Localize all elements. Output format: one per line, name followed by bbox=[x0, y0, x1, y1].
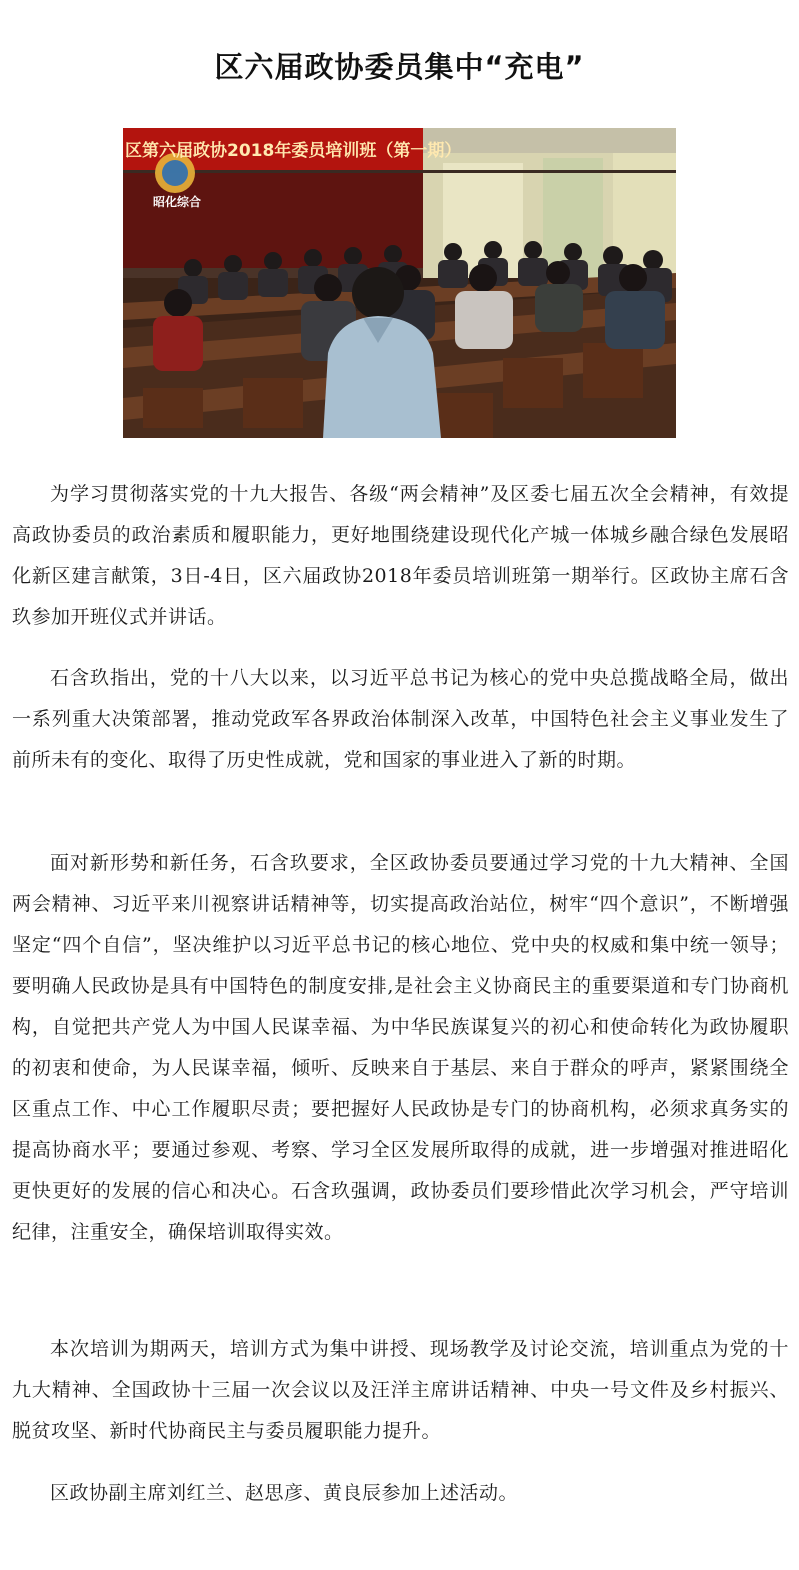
paragraph-2: 石含玖指出，党的十八大以来，以习近平总书记为核心的党中央总揽战略全局，做出一系列重大决策部署，推动党政军各界政治体制深入改革，中国特色社会主义事业发生了前所未有的变化、取得了历史性成就，党和国家的事业进入了新的时期。 bbox=[12, 667, 789, 771]
paragraph-3: 面对新形势和新任务，石含玖要求，全区政协委员要通过学习党的十九大精神、全国两会精神、习近平来川视察讲话精神等，切实提高政治站位，树牢“四个意识”，不断增强坚定“四个自信”，坚决维护以习近平总书记的核心地位、党中央的权威和集中统一领导；要明确人民政协是具有中国特色的制度安排,是社会主义协商民主的重要渠道和专门协商机构，自觉把共产党人为中国人民谋幸福、为中华民族谋复兴的初心和使命转化为政协履职的初衷和使命，为人民谋幸福，倾听、反映来自于基层、来自于群众的呼声，紧紧围绕全区重点工作、中心工作履职尽责；要把握好人民政协是专门的协商机构，必须求真务实的提高协商水平；要通过参观、考察、学习全区发展所取得的成就，进一步增强对推进昭化更快更好的发展的信心和决心。石含玖强调，政协委员们要珍惜此次学习机会，严守培训纪律，注重安全，确保培训取得实效。 bbox=[12, 852, 789, 1243]
paragraph-4: 本次培训为期两天，培训方式为集中讲授、现场教学及讨论交流，培训重点为党的十九大精神、全国政协十三届一次会议以及汪洋主席讲话精神、中央一号文件及乡村振兴、脱贫攻坚、新时代协商民主与委员履职能力提升。 bbox=[12, 1338, 789, 1442]
article-title: 区六届政协委员集中“充电” bbox=[214, 50, 585, 85]
paragraph-5: 区政协副主席刘红兰、赵思彦、黄良辰参加上述活动。 bbox=[50, 1482, 519, 1504]
logo-text: 昭化综合 bbox=[153, 195, 202, 209]
banner-text: 区第六届政协2018年委员培训班（第一期） bbox=[125, 141, 462, 161]
paragraph-1: 为学习贯彻落实党的十九大报告、各级“两会精神”及区委七届五次全会精神，有效提高政协委员的政治素质和履职能力，更好地围绕建设现代化产城一体城乡融合绿色发展昭化新区建言献策，3日-4日，区六届政协2018年委员培训班第一期举行。区政协主席石含玖参加开班仪式并讲话。 bbox=[12, 483, 789, 628]
meeting-photo bbox=[123, 128, 676, 438]
